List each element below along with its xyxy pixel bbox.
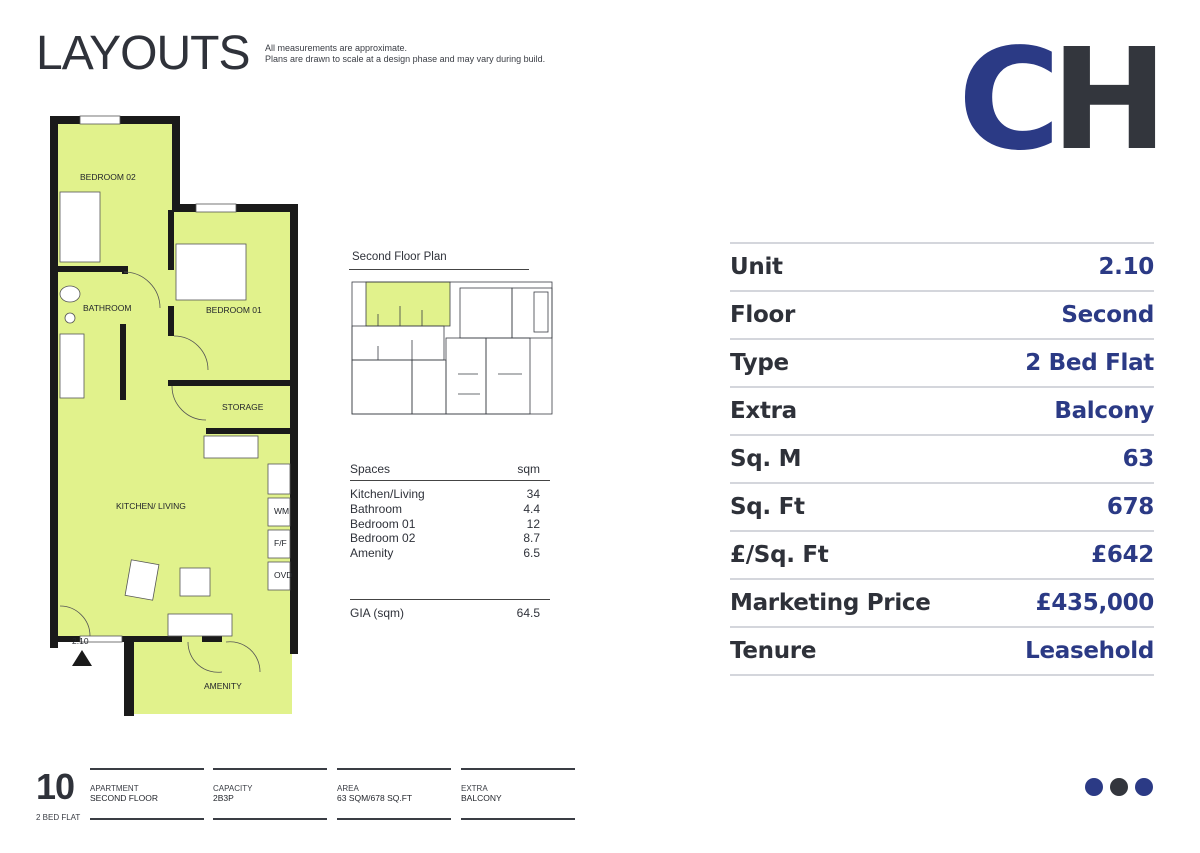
- apartment-label: APARTMENT: [90, 784, 139, 793]
- capacity-rule: [213, 818, 327, 820]
- label-wm: WM: [274, 506, 290, 516]
- space-name: Kitchen/Living: [350, 487, 425, 501]
- space-name: Amenity: [350, 546, 394, 561]
- page-dot[interactable]: [1110, 778, 1128, 796]
- details-value: 678: [1106, 494, 1154, 520]
- gia-value: 64.5: [516, 605, 540, 620]
- label-ovd: OVD: [274, 570, 293, 580]
- disclaimer: [265, 43, 545, 65]
- details-value: £642: [1091, 542, 1154, 568]
- details-value: 63: [1122, 446, 1154, 472]
- label-bedroom-01: BEDROOM 01: [206, 305, 262, 315]
- label-ff: F/F: [274, 538, 287, 548]
- details-row: [730, 244, 1154, 292]
- space-name: Bedroom 01: [350, 516, 416, 531]
- area-value: 63 SQM/678 SQ.FT: [337, 793, 413, 803]
- page-title: LAYOUTS: [36, 27, 250, 80]
- details-row: [730, 340, 1154, 388]
- details-label: Sq. M: [730, 446, 802, 472]
- spaces-row: [350, 502, 550, 517]
- spaces-rows: [350, 487, 550, 561]
- spaces-row: [350, 531, 550, 546]
- capacity-value: 2B3P: [213, 793, 234, 803]
- label-bedroom-02: BEDROOM 02: [80, 172, 136, 182]
- details-label: Marketing Price: [730, 590, 931, 616]
- footer-apartment: [90, 768, 204, 803]
- footer-area: [337, 768, 451, 803]
- page-dot[interactable]: [1085, 778, 1103, 796]
- extra-rule: [461, 818, 575, 820]
- footer-extra: [461, 768, 575, 803]
- spaces-header-unit: sqm: [517, 462, 540, 476]
- key-plan: [348, 278, 558, 418]
- page-dot[interactable]: [1135, 778, 1153, 796]
- extra-value: BALCONY: [461, 793, 502, 803]
- details-value: 2 Bed Flat: [1025, 350, 1154, 376]
- details-table: [730, 242, 1154, 676]
- details-value: Balcony: [1054, 398, 1154, 424]
- unit-type: 2 BED FLAT: [36, 813, 81, 822]
- details-row: [730, 292, 1154, 340]
- space-sqm: 34: [526, 487, 540, 501]
- label-unit-marker: 2.10: [72, 636, 89, 646]
- details-label: Sq. Ft: [730, 494, 805, 520]
- details-row: [730, 388, 1154, 436]
- gia-rule: [350, 599, 550, 600]
- details-row: [730, 580, 1154, 628]
- details-value: Leasehold: [1025, 638, 1154, 664]
- logo-h: H: [1050, 40, 1158, 152]
- key-plan-rule: [349, 269, 529, 270]
- spaces-row: [350, 517, 550, 532]
- apartment-value: SECOND FLOOR: [90, 793, 159, 803]
- details-row: [730, 628, 1154, 676]
- label-kitchen-living: KITCHEN/ LIVING: [116, 501, 186, 511]
- space-name: Bathroom: [350, 501, 403, 516]
- details-row: [730, 532, 1154, 580]
- logo-c: C: [958, 40, 1051, 152]
- details-value: £435,000: [1035, 590, 1154, 616]
- details-label: £/Sq. Ft: [730, 542, 829, 568]
- label-storage: STORAGE: [222, 402, 264, 412]
- details-label: Tenure: [730, 638, 817, 664]
- space-sqm: 12: [526, 516, 540, 531]
- details-rows: [730, 244, 1154, 676]
- area-label: AREA: [337, 784, 359, 793]
- details-value: Second: [1061, 302, 1154, 328]
- entrance-arrow: [72, 650, 92, 666]
- key-plan-title: Second Floor Plan: [352, 251, 447, 263]
- logo-text: [958, 40, 1158, 152]
- spaces-row: [350, 546, 550, 561]
- details-row: [730, 436, 1154, 484]
- disclaimer-line-2: Plans are drawn to scale at a design phase and may vary during build.: [265, 54, 546, 64]
- spaces-row: [350, 487, 550, 502]
- spaces-header: [350, 462, 550, 480]
- gia-row: [350, 606, 550, 621]
- unit-number: 10: [36, 766, 75, 807]
- label-amenity: AMENITY: [204, 681, 242, 691]
- details-label: Floor: [730, 302, 796, 328]
- apartment-rule: [90, 818, 204, 820]
- area-rule: [337, 818, 451, 820]
- space-name: Bedroom 02: [350, 531, 416, 546]
- spaces-header-label: Spaces: [350, 462, 391, 476]
- gia-label: GIA (sqm): [350, 605, 405, 620]
- pagination-dots: [1085, 778, 1153, 796]
- details-label: Extra: [730, 398, 797, 424]
- details-row: [730, 484, 1154, 532]
- floor-plan: [36, 106, 316, 718]
- space-sqm: 4.4: [523, 501, 540, 516]
- label-bathroom: BATHROOM: [83, 303, 132, 313]
- capacity-label: CAPACITY: [213, 784, 253, 793]
- ch-logo: [958, 40, 1158, 152]
- spaces-header-rule: [350, 480, 550, 481]
- extra-label: EXTRA: [461, 784, 488, 793]
- disclaimer-line-1: All measurements are approximate.: [265, 43, 408, 53]
- details-label: Type: [730, 350, 789, 376]
- footer-capacity: [213, 768, 327, 803]
- details-label: Unit: [730, 254, 783, 280]
- space-sqm: 6.5: [523, 546, 540, 561]
- spaces-table: [350, 462, 550, 621]
- space-sqm: 8.7: [523, 531, 540, 546]
- details-value: 2.10: [1098, 254, 1154, 280]
